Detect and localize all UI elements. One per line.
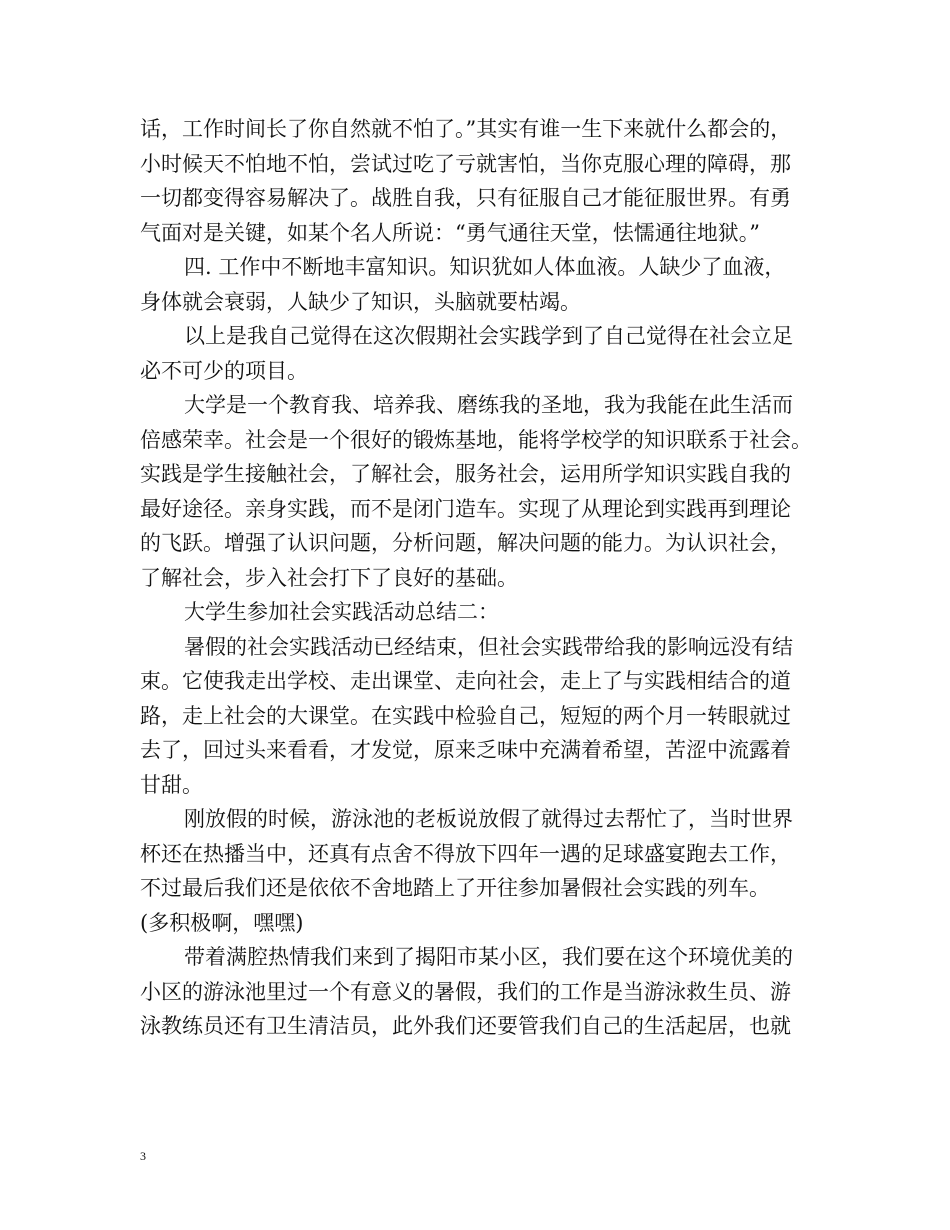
text-line: 最好途径。亲身实践，而不是闭门造车。实现了从理论到实践再到理论 xyxy=(140,496,791,521)
text-line: 的飞跃。增强了认识问题，分析问题，解决问题的能力。为认识社会， xyxy=(140,531,791,555)
text-line: 四. 工作中不断地丰富知识。知识犹如人体血液。人缺少了血液， xyxy=(184,255,786,279)
text-line: 路，走上社会的大课堂。在实践中检验自己，短短的两个月一转眼就过 xyxy=(140,703,791,728)
text-line: 大学生参加社会实践活动总结二： xyxy=(184,600,499,624)
text-line: 杯还在热播当中，还真有点舍不得放下四年一遇的足球盛宴跑去工作， xyxy=(140,841,791,866)
text-line: 束。它使我走出学校、走出课堂、走向社会，走上了与实践相结合的道 xyxy=(140,669,791,693)
text-line: 了解社会，步入社会打下了良好的基础。 xyxy=(140,565,518,590)
page-number: 3 xyxy=(140,1149,146,1163)
text-line: 泳教练员还有卫生清洁员，此外我们还要管我们自己的生活起居，也就 xyxy=(140,1014,791,1038)
text-line: 去了，回过头来看看，才发觉，原来乏味中充满着希望，苦涩中流露着 xyxy=(140,738,791,762)
text-line: (多积极啊，嘿嘿) xyxy=(140,910,304,935)
body-text xyxy=(140,112,830,1044)
text-line: 倍感荣幸。社会是一个很好的锻炼基地，能将学校学的知识联系于社会。 xyxy=(140,427,812,452)
text-line: 气面对是关键，如某个名人所说：“勇气通往天堂，怯懦通往地狱。” xyxy=(140,220,760,245)
text-line: 一切都变得容易解决了。战胜自我，只有征服自己才能征服世界。有勇 xyxy=(140,186,791,210)
text-line: 以上是我自己觉得在这次假期社会实践学到了自己觉得在社会立足 xyxy=(184,324,793,348)
text-line: 必不可少的项目。 xyxy=(140,358,308,383)
text-line: 实践是学生接触社会，了解社会，服务社会，运用所学知识实践自我的 xyxy=(140,462,791,486)
text-line: 带着满腔热情我们来到了揭阳市某小区，我们要在这个环境优美的 xyxy=(184,945,793,969)
text-line: 身体就会衰弱，人缺少了知识，头脑就要枯竭。 xyxy=(140,289,581,314)
text-line: 小时候天不怕地不怕，尝试过吃了亏就害怕，当你克服心理的障碍，那 xyxy=(140,151,791,176)
text-line: 大学是一个教育我、培养我、磨练我的圣地，我为我能在此生活而 xyxy=(184,393,793,417)
text-line: 刚放假的时候，游泳池的老板说放假了就得过去帮忙了，当时世界 xyxy=(184,807,793,831)
text-line: 不过最后我们还是依依不舍地踏上了开往参加暑假社会实践的列车。 xyxy=(140,876,770,900)
text-line: 甘甜。 xyxy=(140,772,203,797)
text-line: 暑假的社会实践活动已经结束，但社会实践带给我的影响远没有结 xyxy=(184,634,793,659)
text-line: 话，工作时间长了你自然就不怕了。”其实有谁一生下来就什么都会的， xyxy=(140,117,792,141)
text-line: 小区的游泳池里过一个有意义的暑假，我们的工作是当游泳救生员、游 xyxy=(140,979,791,1004)
